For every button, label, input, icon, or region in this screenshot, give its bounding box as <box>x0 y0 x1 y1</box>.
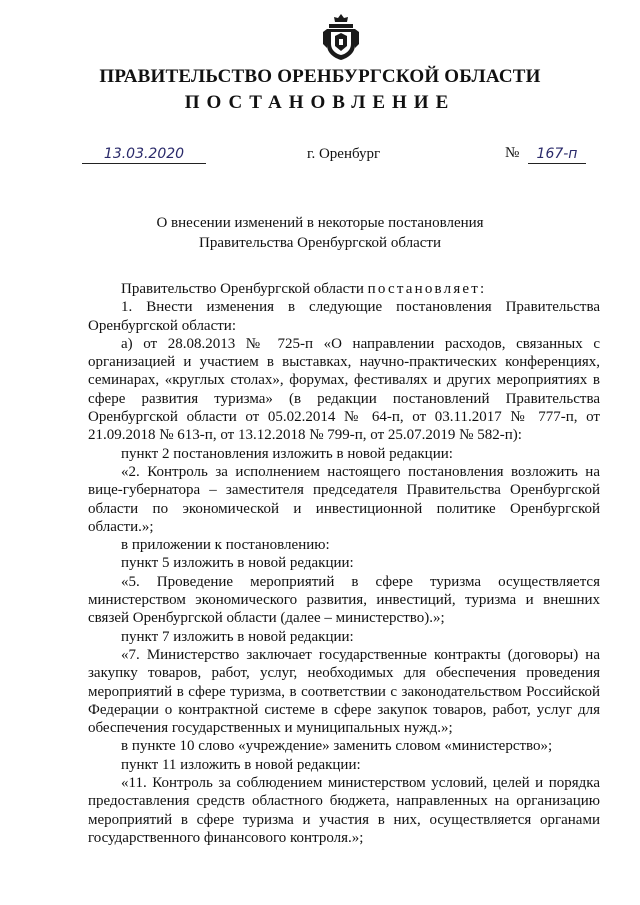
preamble <box>88 280 600 298</box>
paragraph: пункт 7 изложить в новой редакции: <box>121 628 354 645</box>
document-body <box>88 280 600 847</box>
paragraph: 1. Внести изменения в следующие постановления Правительства Оренбургской области: <box>88 299 600 334</box>
paragraph: «5. Проведение мероприятий в сфере туризма осуществляется министерством экономического развития, инвестиций, туризма и внешних связей Оренбургской области (далее – министерство).»; <box>88 573 600 627</box>
coat-of-arms-icon <box>321 12 361 62</box>
number-label: № <box>505 145 520 161</box>
preamble-end: : <box>480 281 485 297</box>
paragraph: пункт 11 изложить в новой редакции: <box>121 756 361 773</box>
document-city: г. Оренбург <box>307 146 381 162</box>
document-date: 13.03.2020 <box>82 145 206 164</box>
document-subject <box>0 213 640 253</box>
paragraph: «2. Контроль за исполнением настоящего постановления возложить на вице-губернатора – заместителя председателя Правительства Оренбургской области по экономической и инвестиционной политике Оренбургской области.»; <box>88 463 600 535</box>
preamble-start: Правительство Оренбургской области <box>121 281 368 297</box>
paragraph: «11. Контроль за соблюдением министерством условий, целей и порядка предоставления средств областного бюджета, направленных на организацию мероприятий в сфере туризма и участия в них, осуществляется органами государственного финансового контроля.»; <box>88 775 600 846</box>
paragraph: а) от 28.08.2013 № 725-п «О направлении расходов, связанных с организацией и участием в выставках, научно-практических конференциях, семинарах, «круглых столах», форумах, фестивалях и других мероприятиях в сфере развития туризма» (в редакции постановлений Правительства Оренбургской области от 05.02.2014 № 64-п, от 03.11.2017 № 777-п, от 21.09.2018 № 613-п, от 13.12.2018 № 799-п, от 25.07.2019 № 582-п): <box>88 335 600 444</box>
government-title: ПРАВИТЕЛЬСТВО ОРЕНБУРГСКОЙ ОБЛАСТИ <box>99 66 541 87</box>
paragraph: в приложении к постановлению: <box>121 537 330 554</box>
paragraph: «7. Министерство заключает государственные контракты (договоры) на закупку товаров, работ, услуг, необходимых для обеспечения проведения мероприятий в сфере туризма, в соответствии с законодательством Российской Федерации о контрактной системе в сфере закупок товаров, работ, услуг для обеспечения государственных и муниципальных нужд.»; <box>88 646 600 737</box>
document-number: 167-п <box>528 145 586 164</box>
subject-line-1: О внесении изменений в некоторые постановления <box>156 215 484 231</box>
preamble-verb: постановляет <box>367 281 481 297</box>
document-type: ПОСТАНОВЛЕНИЕ <box>184 92 456 113</box>
paragraph: в пункте 10 слово «учреждение» заменить словом «министерство»; <box>121 738 553 755</box>
paragraph: пункт 5 изложить в новой редакции: <box>121 555 354 572</box>
subject-line-2: Правительства Оренбургской области <box>199 235 441 251</box>
paragraph: пункт 2 постановления изложить в новой редакции: <box>121 445 453 462</box>
